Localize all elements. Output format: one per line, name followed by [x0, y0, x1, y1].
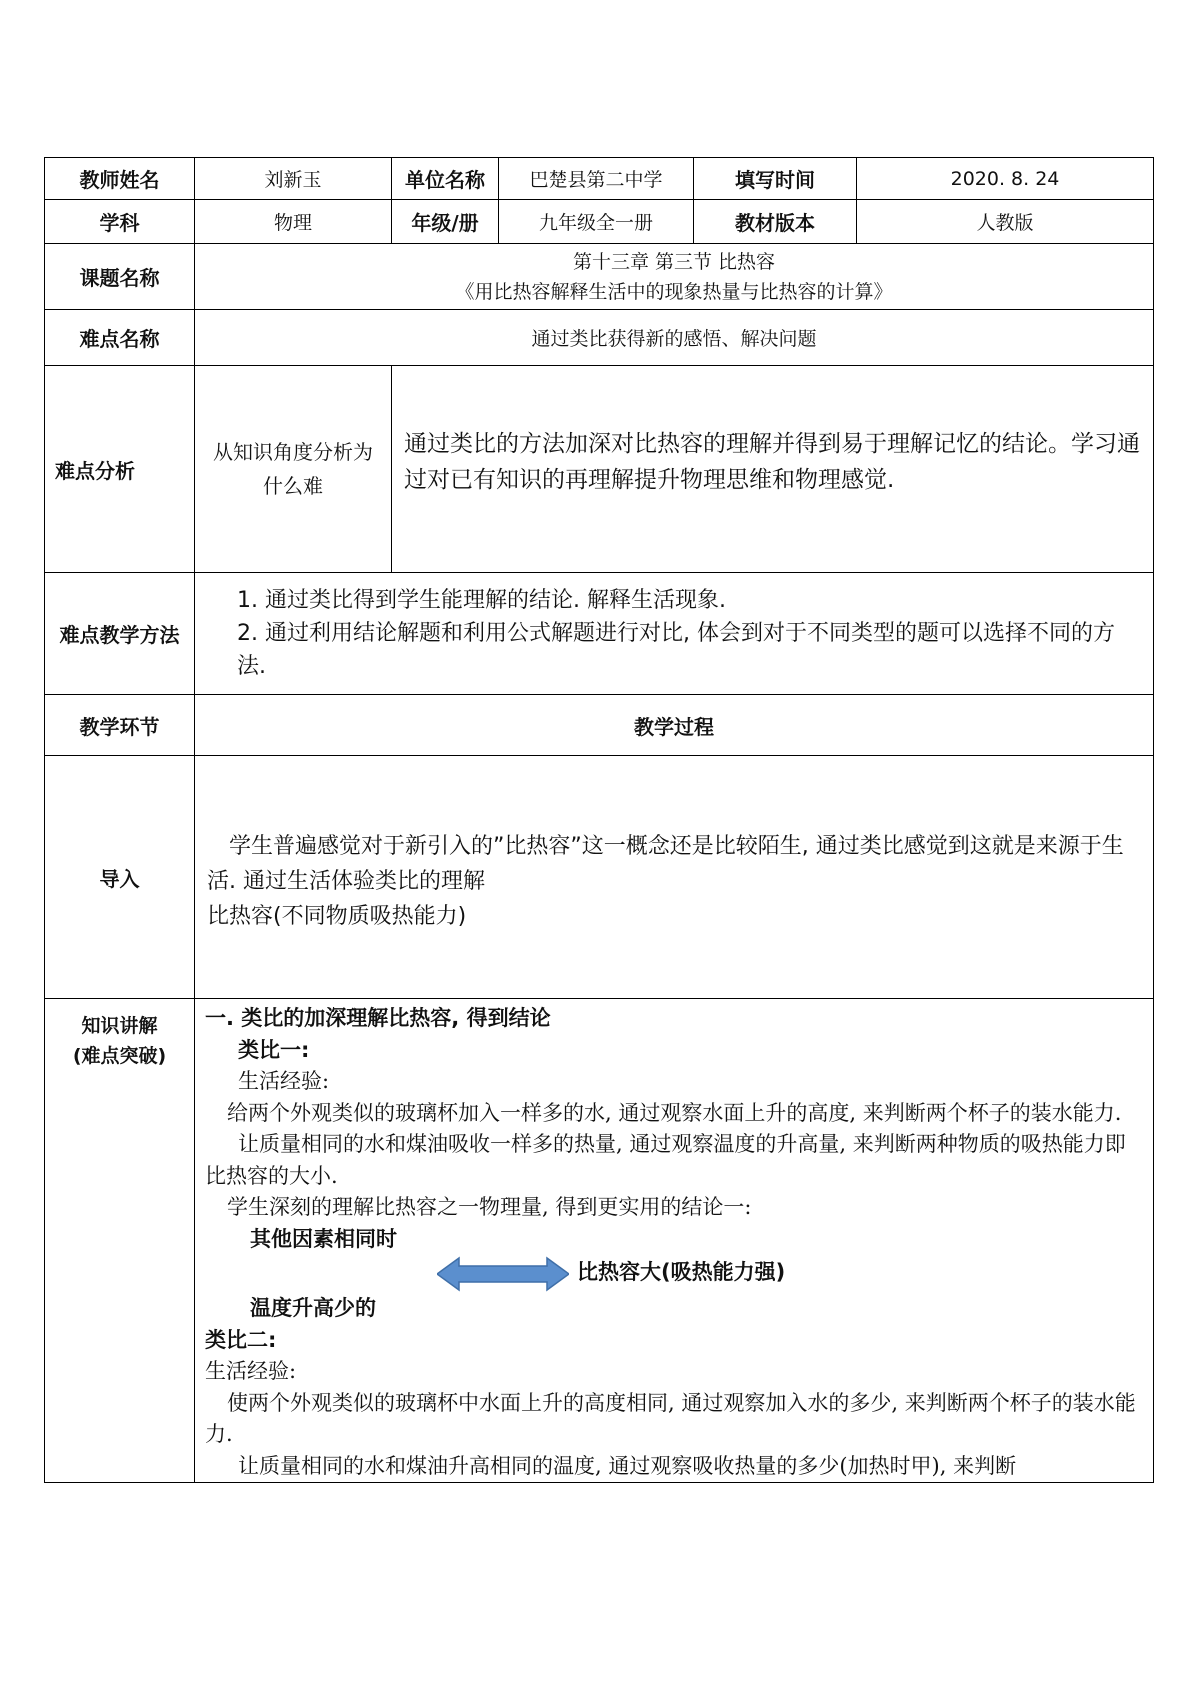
- topic-line-2: 《用比热容解释生活中的现象热量与比热容的计算》: [455, 280, 893, 303]
- life-experience-2: 生活经验:: [205, 1359, 297, 1383]
- process-stage-label: 教学环节: [45, 695, 195, 756]
- analogy-2-title: 类比二:: [205, 1327, 277, 1352]
- paragraph-5: 让质量相同的水和煤油升高相同的温度, 通过观察吸收热量的多少(加热时甲), 来判断: [238, 1453, 1017, 1478]
- unit-label: 单位名称: [392, 158, 499, 200]
- paragraph-2: 让质量相同的水和煤油吸收一样多的热量, 通过观察温度的升高量, 来判断两种物质的吸热能力即比热容的大小.: [205, 1132, 1126, 1188]
- knowledge-heading: 一. 类比的加深理解比热容, 得到结论: [205, 1006, 551, 1030]
- intro-text-2: 比热容(不同物质吸热能力): [207, 903, 467, 929]
- date-label: 填写时间: [694, 158, 857, 200]
- intro-label: 导入: [45, 756, 195, 999]
- life-experience-1: 生活经验:: [238, 1069, 330, 1093]
- teacher-value: 刘新玉: [195, 158, 392, 200]
- difficulty-row: [45, 310, 1154, 366]
- topic-line-1: 第十三章 第三节 比热容: [572, 250, 776, 273]
- grade-label: 年级/册: [392, 200, 499, 244]
- paragraph-1: 给两个外观类似的玻璃杯加入一样多的水, 通过观察水面上升的高度, 来判断两个杯子的装水能力.: [227, 1100, 1122, 1125]
- paragraph-3: 学生深刻的理解比热容之一物理量, 得到更实用的结论一:: [227, 1195, 752, 1219]
- process-header-row: [45, 695, 1154, 756]
- teacher-label: 教师姓名: [45, 158, 195, 200]
- analysis-sub-label: 从知识角度分析为什么难: [195, 366, 392, 573]
- method-label: 难点教学方法: [45, 573, 195, 695]
- subject-label: 学科: [45, 200, 195, 244]
- header-row-2: [45, 200, 1154, 244]
- edition-label: 教材版本: [694, 200, 857, 244]
- grade-value: 九年级全一册: [499, 200, 694, 244]
- condition-1: 其他因素相同时: [250, 1226, 397, 1251]
- knowledge-row: [45, 999, 1154, 1483]
- conclusion-row: [205, 1255, 1145, 1293]
- method-row: [45, 573, 1154, 695]
- analysis-row: [45, 366, 1154, 573]
- unit-value: 巴楚县第二中学: [499, 158, 694, 200]
- method-item-2: 2. 通过利用结论解题和利用公式解题进行对比, 体会到对于不同类型的题可以选择不同的方法.: [237, 621, 1115, 679]
- double-arrow-icon: [437, 1255, 569, 1293]
- topic-cell: [195, 244, 1154, 310]
- date-value: 2020. 8. 24: [857, 158, 1154, 200]
- knowledge-label-line-2: (难点突破): [72, 1045, 167, 1067]
- analysis-text: 通过类比的方法加深对比热容的理解并得到易于理解记忆的结论。学习通过对已有知识的再理解提升物理思维和物理感觉.: [392, 366, 1154, 573]
- method-item-1: 1. 通过类比得到学生能理解的结论. 解释生活现象.: [237, 588, 726, 613]
- result-1: 比热容大(吸热能力强): [577, 1260, 786, 1284]
- intro-text-1: 学生普遍感觉对于新引入的”比热容”这一概念还是比较陌生, 通过类比感觉到这就是来源于生活. 通过生活体验类比的理解: [207, 833, 1124, 894]
- subject-value: 物理: [195, 200, 392, 244]
- condition-2: 温度升高少的: [250, 1296, 376, 1320]
- topic-row: [45, 244, 1154, 310]
- intro-cell: [195, 756, 1154, 999]
- knowledge-label: [45, 999, 195, 1483]
- analysis-label: 难点分析: [45, 366, 195, 573]
- topic-label: 课题名称: [45, 244, 195, 310]
- intro-row: [45, 756, 1154, 999]
- analogy-1-title: 类比一:: [238, 1037, 310, 1062]
- difficulty-label: 难点名称: [45, 310, 195, 366]
- lesson-plan-form: [44, 157, 1153, 1483]
- difficulty-value: 通过类比获得新的感悟、解决问题: [195, 310, 1154, 366]
- paragraph-4: 使两个外观类似的玻璃杯中水面上升的高度相同, 通过观察加入水的多少, 来判断两个杯子的装水能力.: [205, 1390, 1136, 1446]
- header-row-1: [45, 158, 1154, 200]
- knowledge-cell: [195, 999, 1154, 1483]
- edition-value: 人教版: [857, 200, 1154, 244]
- lesson-plan-table: [44, 157, 1154, 1483]
- process-label: 教学过程: [195, 695, 1154, 756]
- method-cell: [195, 573, 1154, 695]
- knowledge-label-line-1: 知识讲解: [81, 1015, 158, 1037]
